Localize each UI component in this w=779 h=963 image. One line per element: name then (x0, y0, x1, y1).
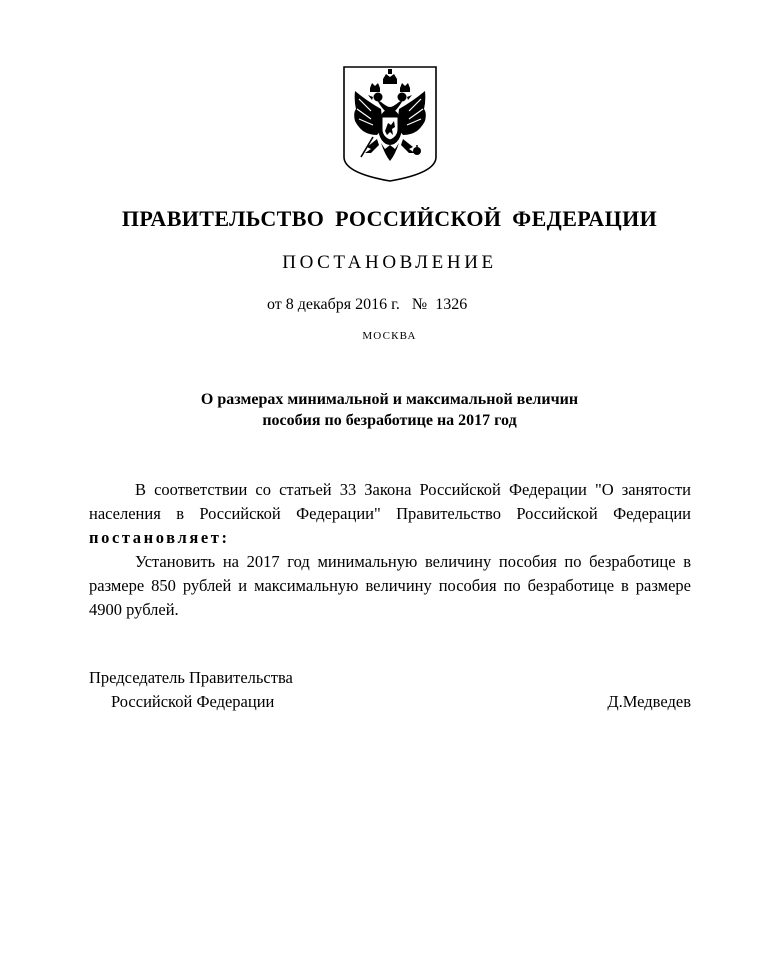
document-date: 8 декабря 2016 г. (285, 296, 400, 313)
body-paragraph-1 (89, 478, 691, 550)
document-body (89, 478, 691, 622)
subject-line-2: пособия по безработице на 2017 год (262, 412, 517, 429)
emblem-center-crown (383, 74, 397, 84)
government-title: ПРАВИТЕЛЬСТВО РОССИЙСКОЙ ФЕДЕРАЦИИ (121, 206, 658, 231)
decree-word: постановляет: (89, 528, 230, 547)
emblem-left-crown (370, 83, 380, 92)
body-paragraph-1-text: В соответствии со статьей 33 Закона Российской Федерации "О занятости населения в Российской Федерации" Правительство Российской Федерации (89, 480, 691, 523)
document-subject (0, 389, 779, 431)
position-line-1: Председатель Правительства (89, 668, 293, 687)
signatory-position (89, 666, 293, 714)
document-number: 1326 (435, 296, 468, 313)
subject-line-1: О размерах минимальной и максимальной величин (200, 391, 579, 408)
date-line (267, 296, 467, 314)
signatory-name: Д.Медведев (607, 692, 691, 711)
date-prefix: от (267, 296, 282, 313)
number-sign: № (411, 296, 428, 313)
city: МОСКВА (362, 330, 417, 342)
emblem-right-crown (400, 83, 410, 92)
document-type: ПОСТАНОВЛЕНИЕ (282, 252, 497, 273)
position-line-2: Российской Федерации (111, 692, 275, 711)
body-paragraph-2: Установить на 2017 год минимальную величину пособия по безработице в размере 850 рублей и максимальную величину пособия по безработице в размере 4900 рублей. (89, 552, 691, 619)
russian-coat-of-arms-icon (341, 65, 439, 183)
